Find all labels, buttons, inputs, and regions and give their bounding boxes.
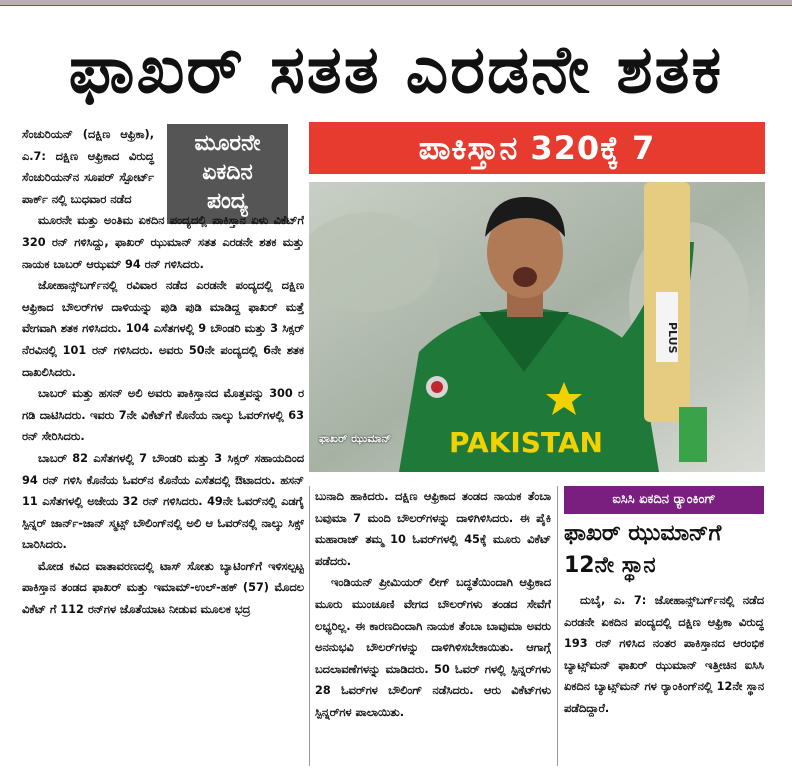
- column-divider: [557, 486, 558, 766]
- article-paragraph-7: ಇಂಡಿಯನ್ ಪ್ರೀಮಿಯರ್ ಲೀಗ್ ಬದ್ಧತೆಯಿಂದಾಗಿ ಆಫ್ರಿಕಾದ ಮೂರು ಮುಂಚೂಣಿ ವೇಗದ ಬೌಲರ್‌ಗಳು ತಂಡದ ಸೇವೆಗೆ ಲಭ್ಯರಿಲ್ಲ. ಈ ಕಾರಣದಿಂದಾಗಿ ನಾಯಕ ತೆಂಬಾ ಬಾವುಮಾ ಅವರು ಅನನುಭವಿ ಬೌಲರ್‌ಗಳನ್ನು ದಾಳಿಗಿಳಿಸಬೇಕಾಯಿತು. ಆಗಾಗ್ಗೆ ಬದಲಾವಣೆಗಳನ್ನು ಮಾಡಿದರು. 50 ಓವರ್ ಗಳಲ್ಲಿ ಸ್ಪಿನ್ನರ್‌ಗಳು 28 ಓವರ್‌ಗಳ ಬೌಲಿಂಗ್ ನಡೆಸಿದರು. ಆರು ವಿಕೆಟ್‌ಗಳು ಸ್ಪಿನ್ನರ್‌ಗಳ ಪಾಲಾಯಿತು.: [315, 576, 551, 719]
- article-paragraph-4: ಬಾಬರ್ 82 ಎಸೆತಗಳಲ್ಲಿ 7 ಬೌಂಡರಿ ಮತ್ತು 3 ಸಿಕ್ಸರ್ ಸಹಾಯದಿಂದ 94 ರನ್ ಗಳಿಸಿ ಕೊನೆಯ ಓವರ್‌ನ ಕೊನೆಯ ಎಸೆತದಲ್ಲಿ ಔಟಾದರು. ಹಸನ್ 11 ಎಸೆತಗಳಲ್ಲಿ ಅಜೇಯ 32 ರನ್ ಗಳಿಸಿದರು. 49ನೇ ಓವರ್‌ನಲ್ಲಿ ಎಡಗೈ ಸ್ಪಿನ್ನರ್ ಜಾರ್ನ್-ಜಾನ್ ಸ್ಮಟ್ಸ್ ಬೌಲಿಂಗ್‌ನಲ್ಲಿ ಅಲಿ ಆ ಓವರ್‌ನಲ್ಲಿ ನಾಲ್ಕು ಸಿಕ್ಸ್ ಬಾರಿಸಿದರು.: [22, 451, 304, 552]
- game-box-line3: ಪಂದ್ಯ: [206, 189, 249, 214]
- top-rule: [0, 0, 792, 5]
- player-photo: [309, 182, 765, 472]
- article-column-middle: [315, 486, 551, 766]
- ranking-headline: ಫಾಖರ್ ಝುಮಾನ್‌ಗೆ 12ನೇ ಸ್ಥಾನ: [564, 521, 722, 578]
- photo-caption: ಫಾಖರ್ ಝುಮಾನ್: [319, 432, 392, 445]
- article-paragraph-3: ಬಾಬರ್ ಮತ್ತು ಹಸನ್ ಅಲಿ ಅವರು ಪಾಕಿಸ್ತಾನದ ಮೊತ್ತವನ್ನು 300 ರ ಗಡಿ ದಾಟಿಸಿದರು. ಇವರು 7ನೇ ವಿಕೆಟ್‌ಗೆ ಕೊನೆಯ ನಾಲ್ಕು ಓವರ್‌ಗಳಲ್ಲಿ 63 ರನ್ ಸೇರಿಸಿದರು.: [22, 387, 304, 444]
- jersey-label: PAKISTAN: [449, 426, 603, 459]
- article-paragraph-1: ಮೂರನೇ ಮತ್ತು ಅಂತಿಮ ಏಕದಿನ ಪಂದ್ಯದಲ್ಲಿ ಪಾಕಿಸ್ತಾನ ಏಳು ವಿಕೆಟ್‌ಗೆ 320 ರನ್ ಗಳಿಸಿದ್ದು, ಫಾಖರ್ ಝುಮಾನ್ ಸತತ ಎರಡನೇ ಶತಕ ಮತ್ತು ನಾಯಕ ಬಾಬರ್ ಆಝಮ್ 94 ರನ್ ಗಳಿಸಿದರು.: [22, 214, 304, 271]
- column-divider: [309, 486, 310, 766]
- bat-label: PLUS: [666, 322, 679, 354]
- headline: ಫಾಖರ್ ಸತತ ಎರಡನೇ ಶತಕ: [68, 31, 724, 108]
- game-box-line2: ಏಕದಿನ: [202, 160, 253, 185]
- game-box-line1: ಮೂರನೇ: [194, 131, 261, 156]
- article-paragraph-6: ಬುನಾದಿ ಹಾಕಿದರು. ದಕ್ಷಿಣ ಆಫ್ರಿಕಾದ ತಂಡದ ನಾಯಕ ತೆಂಬಾ ಬವುಮಾ 7 ಮಂದಿ ಬೌಲರ್‌ಗಳನ್ನು ದಾಳಿಗಿಳಿಸಿದರು. ಈ ಪೈಕಿ ಮಹಾರಾಜ್ ತಮ್ಮ 10 ಓವರ್‌ಗಳಲ್ಲಿ 45ಕ್ಕೆ ಮೂರು ವಿಕೆಟ್ ಪಡೆದರು.: [315, 490, 551, 568]
- ranking-column: [564, 590, 764, 770]
- article-intro: ಸೆಂಚುರಿಯನ್ (ದಕ್ಷಿಣ ಆಫ್ರಿಕಾ), ಎ.7: ದಕ್ಷಿಣ ಆಫ್ರಿಕಾದ ವಿರುದ್ಧ ಸೆಂಚುರಿಯನ್‌ನ ಸೂಪರ್ ಸ್ಪೋರ್ಟ್ ಪಾರ್ಕ್ ನಲ್ಲಿ ಬುಧವಾರ ನಡೆದ: [22, 128, 154, 206]
- ranking-tag: ಐಸಿಸಿ ಏಕದಿನ ರ್‍ಯಾಂಕಿಂಗ್: [564, 486, 764, 514]
- player-illustration: [309, 182, 765, 472]
- article-paragraph-5: ಮೋಡ ಕವಿದ ವಾತಾವರಣದಲ್ಲಿ ಟಾಸ್ ಸೋತು ಬ್ಯಾಟಿಂಗ್‌ಗೆ ಇಳಿಸಲ್ಪಟ್ಟ ಪಾಕಿಸ್ತಾನ ತಂಡದ ಫಾಖರ್ ಮತ್ತು ಇಮಾಮ್-ಉಲ್-ಹಕ್ (57) ಮೊದಲ ವಿಕೆಟ್ ಗೆ 112 ರನ್‌ಗಳ ಜೊತೆಯಾಟ ನೀಡುವ ಮೂಲಕ ಭದ್ರ: [22, 559, 304, 617]
- article-paragraph-2: ಜೋಹಾನ್ಸ್‌ಬರ್ಗ್‌ನಲ್ಲಿ ರವಿವಾರ ನಡೆದ ಎರಡನೇ ಪಂದ್ಯದಲ್ಲಿ ದಕ್ಷಿಣ ಆಫ್ರಿಕಾದ ಬೌಲರ್‌ಗಳ ದಾಳಿಯನ್ನು ಪುಡಿ ಪುಡಿ ಮಾಡಿದ್ದ ಫಾಖರ್ ಮತ್ತೆ ವೇಗವಾಗಿ ಶತಕ ಗಳಿಸಿದರು. 104 ಎಸೆತಗಳಲ್ಲಿ 9 ಬೌಂಡರಿ ಮತ್ತು 3 ಸಿಕ್ಸರ್ ನೆರವಿನಲ್ಲಿ 101 ರನ್ ಗಳಿಸಿದರು. ಅವರು 50ನೇ ಪಂದ್ಯದಲ್ಲಿ 6ನೇ ಶತಕ ದಾಖಲಿಸಿದರು.: [22, 279, 304, 379]
- ranking-body: ದುಬೈ, ಎ. 7: ಜೋಹಾನ್ಸ್‌ಬರ್ಗ್‌ನಲ್ಲಿ ನಡೆದ ಎರಡನೇ ಏಕದಿನ ಪಂದ್ಯದಲ್ಲಿ ದಕ್ಷಿಣ ಆಫ್ರಿಕಾ ವಿರುದ್ಧ 193 ರನ್ ಗಳಿಸಿದ ನಂತರ ಪಾಕಿಸ್ತಾನದ ಆರಂಭಿಕ ಬ್ಯಾಟ್ಸ್‌ಮನ್ ಫಾಖರ್ ಝುಮಾನ್ ಇತ್ತೀಚಿನ ಐಸಿಸಿ ಏಕದಿನ ಬ್ಯಾಟ್ಸ್‌ಮನ್ ಗಳ ರ್‍ಯಾಂಕಿಂಗ್‌ನಲ್ಲಿ 12ನೇ ಸ್ಥಾನ ಪಡೆದಿದ್ದಾರೆ.: [564, 594, 764, 715]
- article-column-left: [22, 124, 304, 764]
- score-banner: ಪಾಕಿಸ್ತಾನ 320ಕ್ಕೆ 7: [309, 122, 765, 174]
